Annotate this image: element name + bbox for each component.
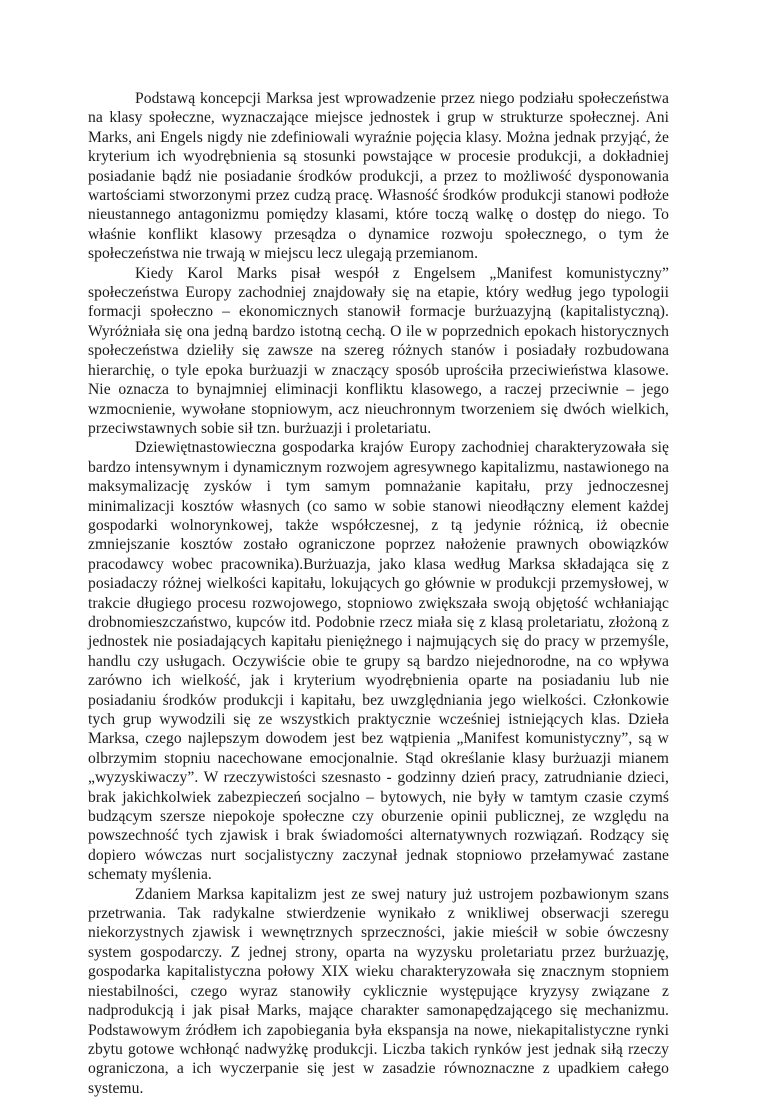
paragraph-capitalism-collapse: Zdaniem Marksa kapitalizm jest ze swej natury już ustrojem pozbawionym szans przetrwania. Tak radykalne stwierdzenie wynikało z wnikliwej obserwacji szeregu niekorzystnych zjawisk i wewnętrznych sprzeczności, jakie mieścił w sobie ówczesny system gospodarczy. Z jednej strony, oparta na wyzysku proletariatu przez burżuazję, gospodarka kapitalistyczna połowy XIX wieku charakteryzowała się znacznym stopniem niestabilności, czego wyraz stanowiły cyklicznie występujące kryzysy związane z nadprodukcją i jak pisał Marks, mające charakter samonapędzającego się mechanizmu. Podstawowym źródłem ich zapobiegania była ekspansja na nowe, niekapitalistyczne rynki zbytu gotowe wchłonąć nadwyżkę produkcji. Liczba takich rynków jest jednak siłą rzeczy ograniczona, a ich wyczerpanie się jest w zasadzie równoznaczne z upadkiem całego systemu.: [88, 885, 669, 1097]
document-body: [88, 89, 669, 1098]
paragraph-manifest: Kiedy Karol Marks pisał wespół z Engelsem „Manifest komunistyczny” społeczeństwa Europy zachodniej znajdowały się na etapie, który według jego typologii formacji społeczno – ekonomicznych stanowił formacje burżuazyjną (kapitalistyczną). Wyróżniała się ona jedną bardzo istotną cechą. O ile w poprzednich epokach historycznych społeczeństwa dzieliły się zawsze na szereg różnych stanów i posiadały rozbudowana hierarchię, o tyle epoka burżuazji w znaczący sposób uprościła przeciwieństwa klasowe. Nie oznacza to bynajmniej eliminacji konfliktu klasowego, a raczej przeciwnie – jego wzmocnienie, wywołane stopniowym, acz nieuchronnym tworzeniem się dwóch wielkich, przeciwstawnych sobie sił tzn. burżuazji i proletariatu.: [88, 264, 669, 437]
paragraph-class-concept: Podstawą koncepcji Marksa jest wprowadzenie przez niego podziału społeczeństwa na klasy społeczne, wyznaczające miejsce jednostek i grup w strukturze społecznej. Ani Marks, ani Engels nigdy nie zdefiniowali wyraźnie pojęcia klasy. Można jednak przyjąć, że kryterium ich wyodrębnienia są stosunki powstające w procesie produkcji, a dokładniej posiadanie bądź nie posiadanie środków produkcji, a przez to możliwość dysponowania wartościami stworzonymi przez cudzą pracę. Własność środków produkcji stanowi podłoże nieustannego antagonizmu pomiędzy klasami, które toczą walkę o dostęp do niego. To właśnie konflikt klasowy przesądza o dynamice rozwoju społecznego, o tym że społeczeństwa nie trwają w miejscu lecz ulegają przemianom.: [88, 90, 669, 263]
paragraph-economy: Dziewiętnastowieczna gospodarka krajów Europy zachodniej charakteryzowała się bardzo intensywnym i dynamicznym rozwojem agresywnego kapitalizmu, nastawionego na maksymalizację zysków i tym samym pomnażanie kapitału, przy jednoczesnej minimalizacji kosztów własnych (co samo w sobie stanowi nieodłączny element każdej gospodarki wolnorynkowej, także współczesnej, z tą jedynie różnicą, iż obecnie zmniejszanie kosztów zostało ograniczone poprzez nałożenie prawnych obowiązków pracodawcy wobec pracownika).Burżuazja, jako klasa według Marksa składająca się z posiadaczy różnej wielkości kapitału, lokujących go głównie w produkcji przemysłowej, w trakcie długiego procesu rozwojowego, stopniowo zwiększała swoją objętość wchłaniając drobnomieszczaństwo, kupców itd. Podobnie rzecz miała się z klasą proletariatu, złożoną z jednostek nie posiadających kapitału pieniężnego i najmujących się do pracy w przemyśle, handlu czy usługach. Oczywiście obie te grupy są bardzo niejednorodne, na co wpływa zarówno ich wielkość, jak i kryterium wyodrębnienia oparte na posiadaniu lub nie posiadaniu środków produkcji i kapitału, bez uwzględniania jego wielkości. Członkowie tych grup wywodzili się ze wszystkich praktycznie wcześniej istniejących klas. Dzieła Marksa, czego najlepszym dowodem jest bez wątpienia „Manifest komunistyczny”, są w olbrzymim stopniu nacechowane emocjonalnie. Stąd określanie klasy burżuazji mianem „wyzyskiwaczy”. W rzeczywistości szesnasto - godzinny dzień pracy, zatrudnianie dzieci, brak jakichkolwiek zabezpieczeń socjalno – bytowych, nie były w tamtym czasie czymś budzącym szersze niepokoje społeczne czy oburzenie opinii publicznej, ze względu na powszechność tych zjawisk i brak świadomości alternatywnych rozwiązań. Rodzący się dopiero wówczas nurt socjalistyczny zaczynał jednak stopniowo przełamywać zastane schematy myślenia.: [88, 439, 669, 884]
